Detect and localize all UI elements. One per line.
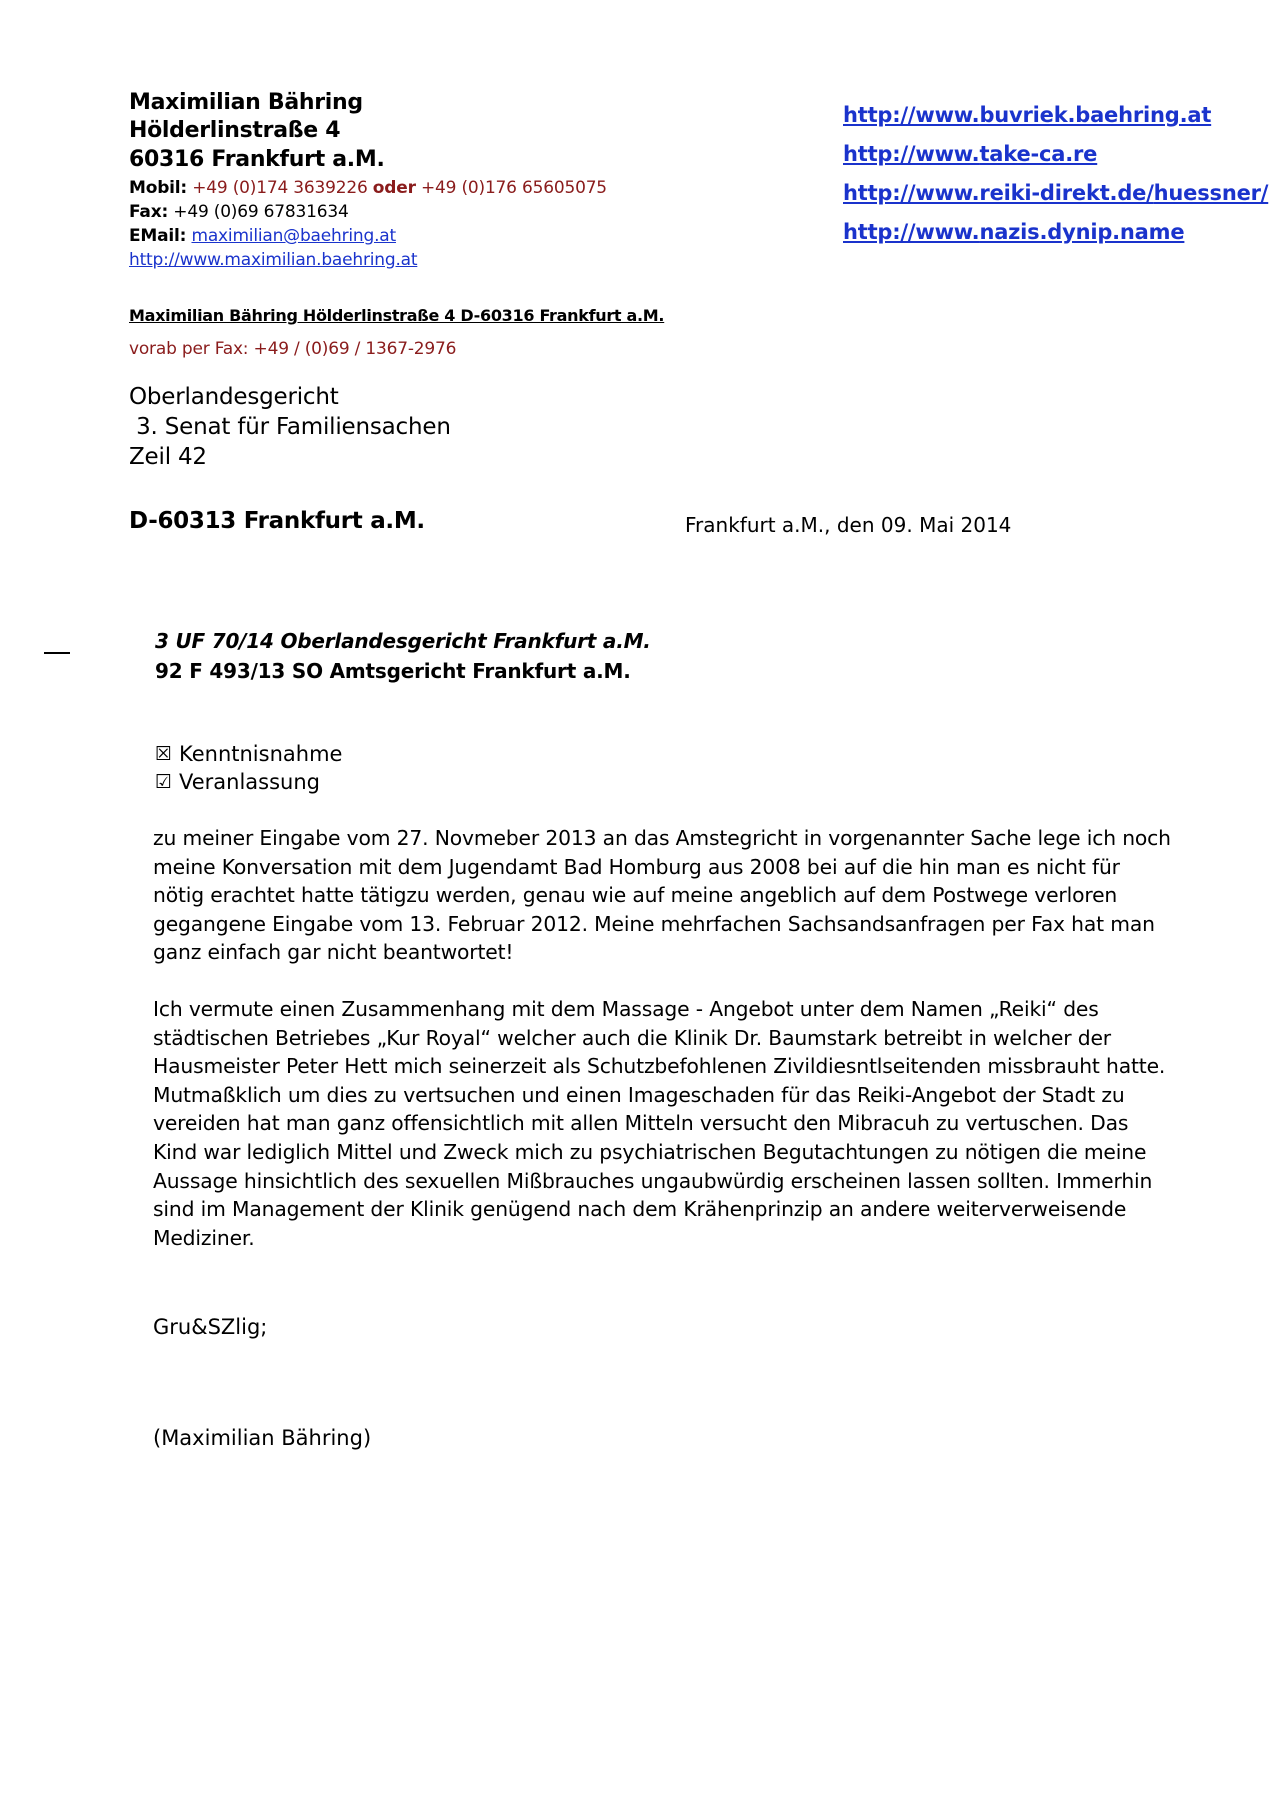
recipient-line-2: 3. Senat für Familiensachen	[129, 414, 451, 440]
mobil-label: Mobil:	[129, 178, 188, 198]
recipient-line-3: Zeil 42	[129, 444, 207, 470]
link-reiki-direkt-bold: huessner/	[1153, 181, 1269, 205]
sender-name: Maximilian Bähring	[129, 90, 363, 115]
recipient-city: D-60313 Frankfurt a.M.	[129, 508, 425, 534]
recipient-line-1: Oberlandesgericht	[129, 384, 339, 410]
return-address: Maximilian Bähring Hölderlinstraße 4 D-60316 Frankfurt a.M.	[129, 306, 665, 325]
link-nazis-dynip-bold: nazis.dynip.name	[979, 220, 1185, 244]
paragraph-line: meine Konversation mit dem Jugendamt Bad Homburg aus 2008 bei auf die hin man es nicht für	[153, 854, 1120, 879]
paragraph-line: Mutmaßklich um dies zu vertsuchen und einen Imageschaden für das Reiki-Angebot der Stadt zu	[153, 1082, 1125, 1107]
website-link[interactable]: http://www.maximilian.baehring.at	[129, 250, 418, 270]
link-buvriek-prefix: http://www.	[843, 103, 980, 127]
body-paragraph-2	[153, 995, 1218, 1252]
reference-ag: 92 F 493/13 SO Amtsgericht Frankfurt a.M.	[155, 659, 631, 683]
email-label: EMail:	[129, 226, 187, 246]
letter-date: Frankfurt a.M., den 09. Mai 2014	[685, 513, 1012, 537]
paragraph-line: Ich vermute einen Zusammenhang mit dem Massage - Angebot unter dem Namen „Reiki“ des	[153, 997, 1099, 1021]
mobil-number-1: +49 (0)174 3639226	[192, 178, 368, 198]
closing-greeting: Gru&SZlig;	[153, 1315, 268, 1339]
link-nazis-dynip[interactable]	[843, 220, 1184, 244]
checkbox-veranlassung	[155, 770, 320, 794]
paragraph-line: sind im Management der Klinik genügend nach dem Krähenprinzip an andere weiterverweisende	[153, 1197, 1127, 1222]
paragraph-line: nötig erachtet hatte tätigzu werden, genau wie auf meine angeblich auf dem Postwege verloren	[153, 883, 1118, 908]
link-take-care-prefix: http://www.	[843, 142, 980, 166]
checkbox-checked-tick-icon: ☑	[155, 771, 173, 793]
link-take-care[interactable]	[843, 142, 1097, 166]
link-reiki-direkt-prefix: http://www.reiki-direkt.de/	[843, 181, 1154, 205]
paragraph-line: Kind war lediglich Mittel und Zweck mich zu psychiatrischen Begutachtungen zu nötigen die meine	[153, 1139, 1147, 1164]
checkbox-kenntnisnahme	[155, 742, 342, 766]
reference-olg: 3 UF 70/14 Oberlandesgericht Frankfurt a.M.	[155, 629, 651, 653]
link-nazis-dynip-prefix: http://www.	[843, 220, 980, 244]
email-link[interactable]: maximilian@baehring.at	[191, 226, 396, 246]
mobil-line	[129, 178, 607, 198]
paragraph-line: vereiden hat man ganz offensichtlich mit allen Mitteln versucht den Mibracuh zu vertuschen. Das	[153, 1111, 1129, 1136]
paragraph-line: Hausmeister Peter Hett mich seinerzeit als Schutzbefohlenen Zivildiesntlseitenden missbrauht hatte.	[153, 1054, 1166, 1079]
checkbox-veranlassung-label: Veranlassung	[179, 770, 321, 794]
fax-number: +49 (0)69 67831634	[173, 202, 349, 222]
link-buvriek[interactable]	[843, 103, 1211, 127]
fax-label: Fax:	[129, 202, 169, 222]
sender-street: Hölderlinstraße 4	[129, 118, 341, 143]
mobil-number-2: +49 (0)176 65605075	[420, 178, 607, 198]
mobil-or: oder	[372, 178, 416, 198]
link-take-care-bold: take-ca.re	[979, 142, 1098, 166]
paragraph-line: städtischen Betriebes „Kur Royal“ welcher auch die Klinik Dr. Baumstark betreibt in welcher der	[153, 1025, 1111, 1050]
paragraph-line: zu meiner Eingabe vom 27. Novmeber 2013 an das Amstegricht in vorgenannter Sache lege ich noch	[153, 826, 1171, 850]
body-paragraph-1	[153, 824, 1218, 967]
paragraph-line: Aussage hinsichtlich des sexuellen Mißbrauches ungaubwürdig erscheinen lassen sollten. Immerhin	[153, 1168, 1153, 1193]
email-line	[129, 226, 396, 246]
paragraph-line: ganz einfach gar nicht beantwortet!	[153, 940, 514, 965]
link-buvriek-bold: buvriek.baehring.at	[979, 103, 1212, 127]
fax-advance: vorab per Fax: +49 / (0)69 / 1367-2976	[129, 339, 457, 359]
link-reiki-direkt[interactable]	[843, 181, 1268, 205]
fax-line	[129, 202, 349, 222]
paragraph-line: Mediziner.	[153, 1225, 255, 1250]
website-line	[129, 250, 417, 270]
fold-mark	[44, 652, 70, 654]
paragraph-line: gegangene Eingabe vom 13. Februar 2012. Meine mehrfachen Sachsandsanfragen per Fax hat man	[153, 911, 1155, 936]
sender-city: 60316 Frankfurt a.M.	[129, 147, 385, 172]
signature-name: (Maximilian Bähring)	[153, 1426, 372, 1450]
checkbox-checked-x-icon: ☒	[155, 743, 173, 765]
checkbox-kenntnisnahme-label: Kenntnisnahme	[179, 742, 343, 766]
